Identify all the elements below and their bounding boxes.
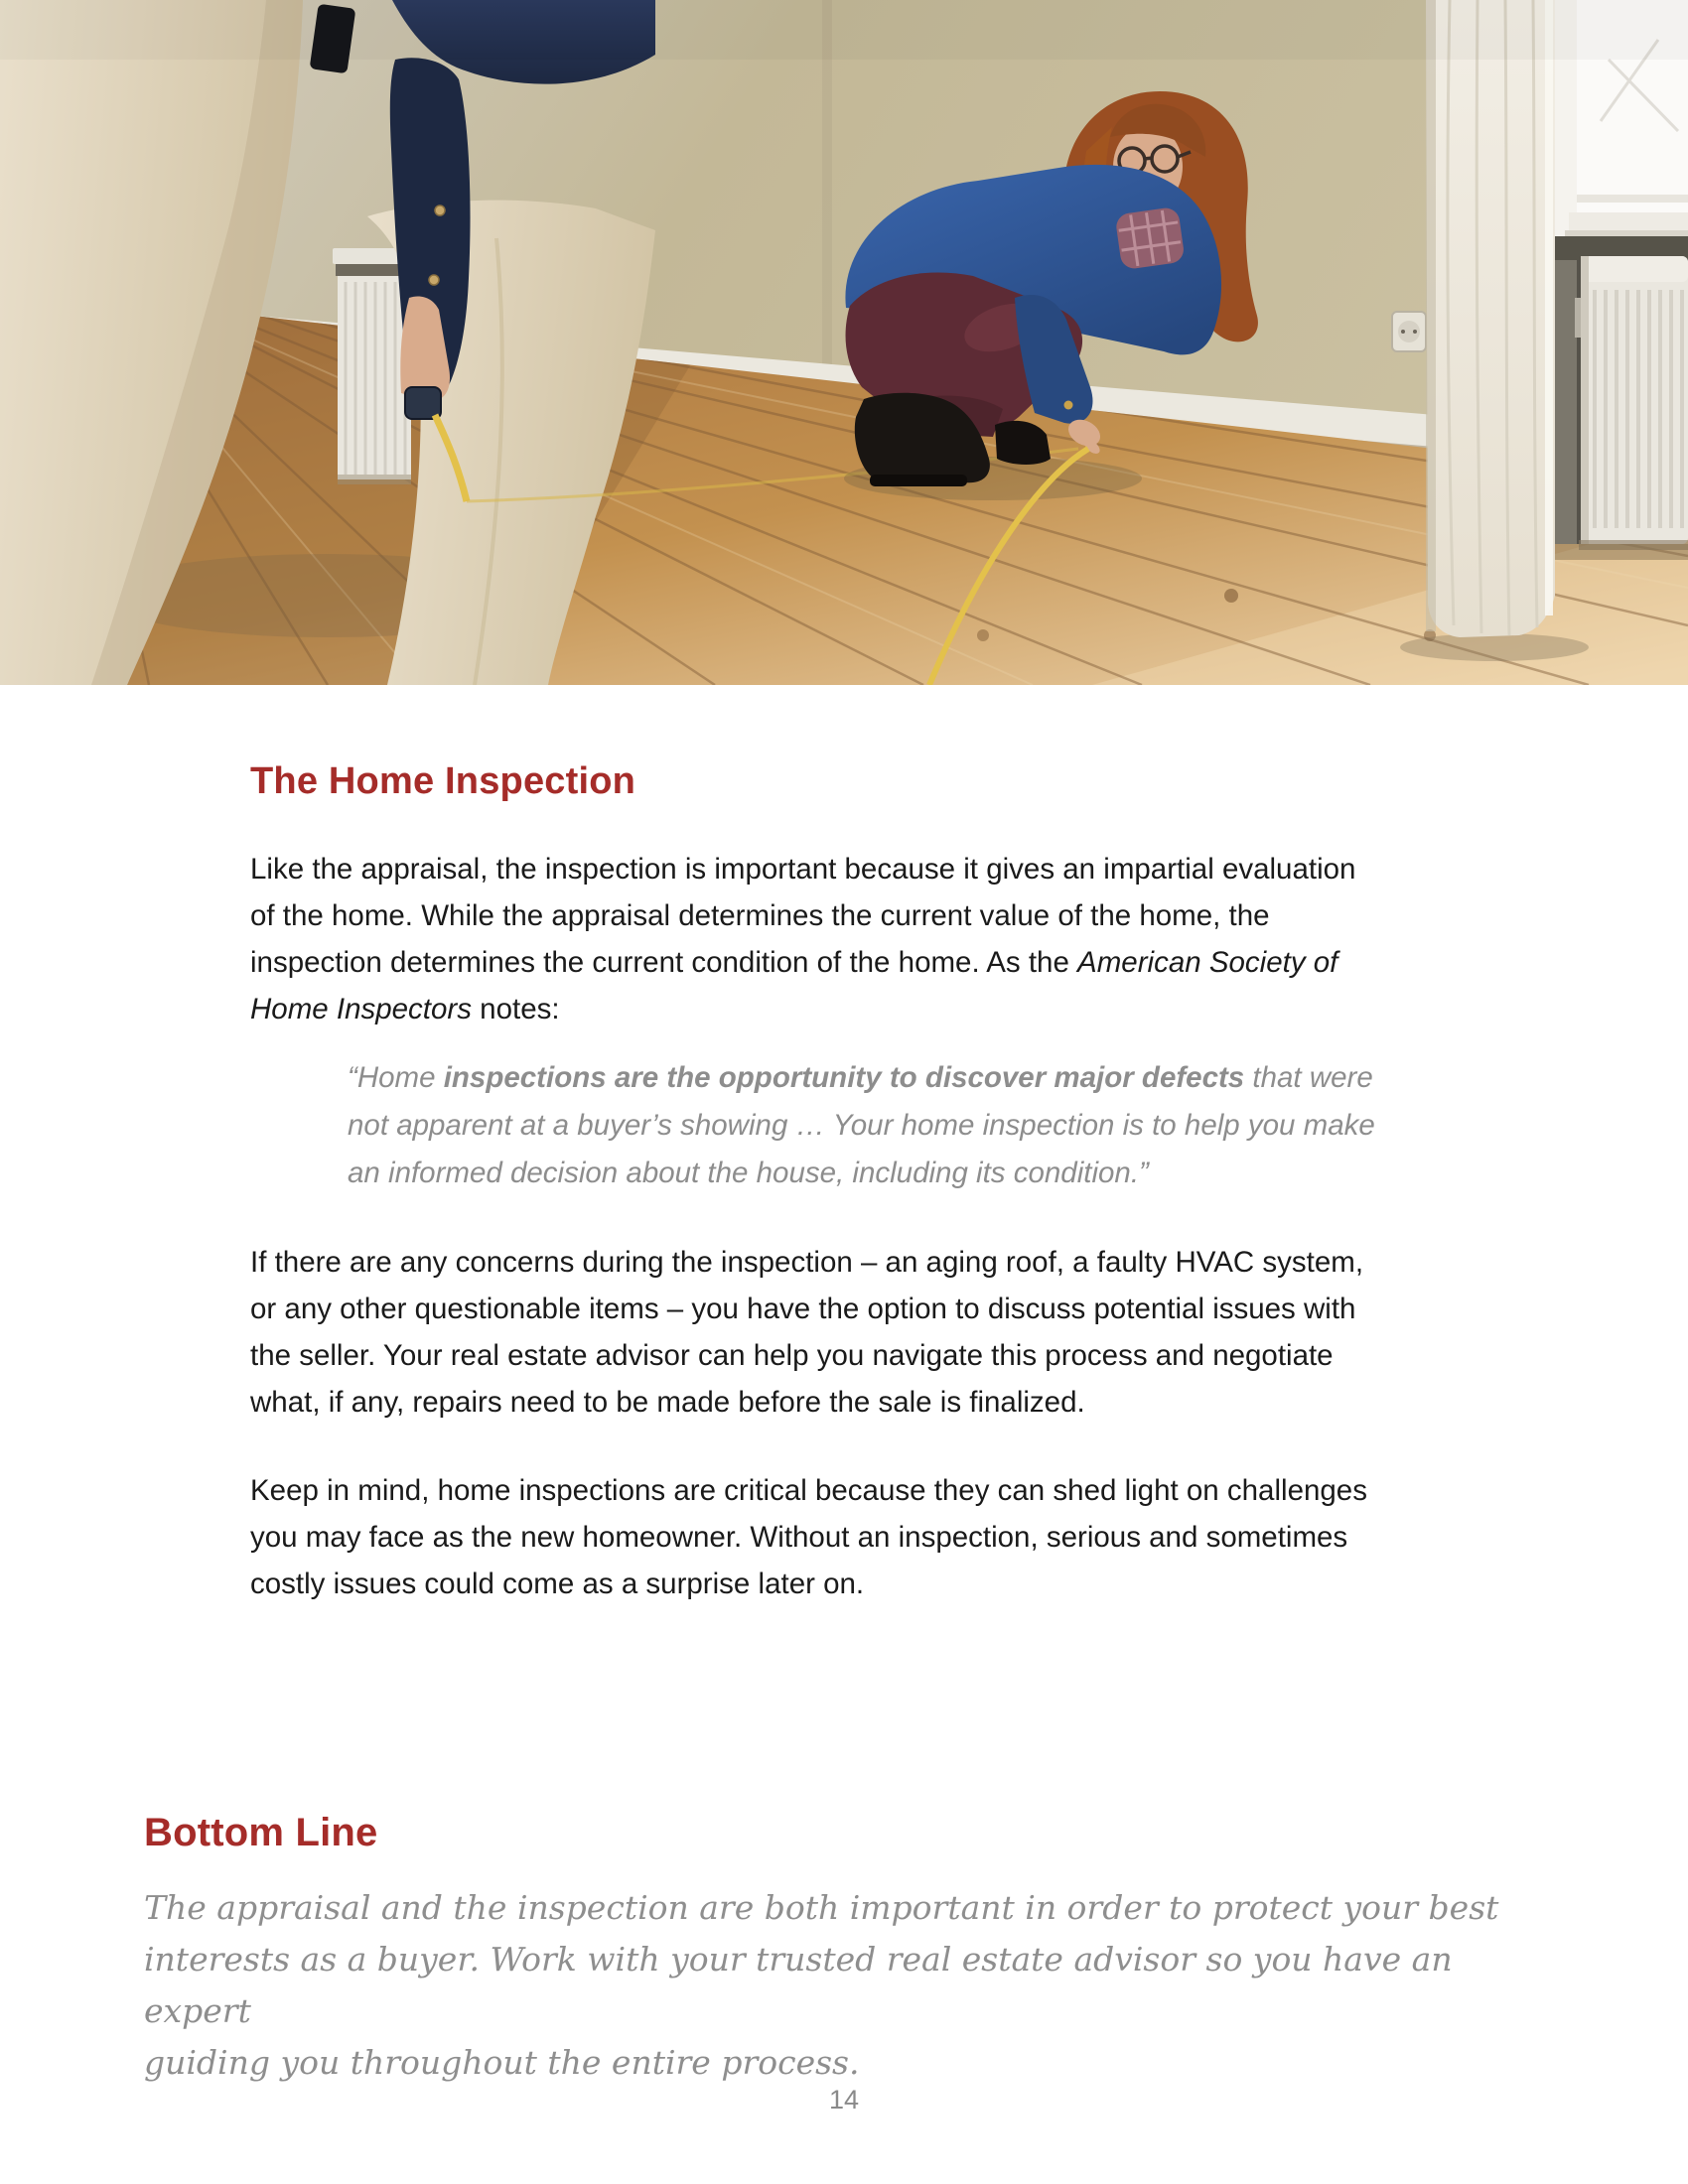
text-line bbox=[348, 1102, 1460, 1150]
text: If there are any concerns during the inspection – an aging roof, a faulty HVAC system, bbox=[250, 1246, 1364, 1279]
page-number: 14 bbox=[828, 2085, 860, 2115]
text: “Home bbox=[348, 1061, 444, 1094]
text-line bbox=[144, 1934, 1534, 2037]
text: interests as a buyer. Work with your trusted real estate advisor so you have an expert bbox=[144, 1940, 1453, 2030]
text-line bbox=[250, 1286, 1481, 1332]
pull-quote-ashi bbox=[348, 1054, 1460, 1197]
text: the seller. Your real estate advisor can help you navigate this process and negotiate bbox=[250, 1339, 1334, 1372]
section-heading-bottom-line: Bottom Line bbox=[144, 1811, 378, 1854]
text: you may face as the new homeowner. Without an inspection, serious and sometimes bbox=[250, 1521, 1348, 1554]
section-heading-home-inspection: The Home Inspection bbox=[250, 760, 636, 802]
text-line bbox=[144, 1882, 1534, 1934]
text: not apparent at a buyer’s showing … Your home inspection is to help you make bbox=[348, 1109, 1375, 1142]
text-line bbox=[250, 1561, 1481, 1607]
text-line bbox=[250, 1467, 1481, 1514]
text-line bbox=[250, 846, 1481, 892]
hero-photo bbox=[0, 0, 1688, 685]
text-line bbox=[250, 1239, 1481, 1286]
power-outlet-right bbox=[1392, 312, 1426, 351]
text-line bbox=[348, 1054, 1460, 1102]
paragraph-appraisal-vs-inspection bbox=[250, 846, 1481, 1032]
text-bold: inspections are the opportunity to discover major defects bbox=[443, 1061, 1245, 1094]
text-line bbox=[250, 1514, 1481, 1561]
text: Like the appraisal, the inspection is important because it gives an impartial evaluation bbox=[250, 853, 1356, 886]
text: inspection determines the current condition of the home. As the bbox=[250, 946, 1078, 979]
text: The appraisal and the inspection are both important in order to protect your best bbox=[144, 1888, 1499, 1927]
text: that were bbox=[1244, 1061, 1373, 1094]
text: what, if any, repairs need to be made before the sale is finalized. bbox=[250, 1386, 1085, 1419]
text-line bbox=[250, 892, 1481, 939]
text-line bbox=[250, 1332, 1481, 1379]
right-radiator bbox=[1555, 256, 1688, 560]
tape-measure-case bbox=[405, 387, 441, 419]
text: Keep in mind, home inspections are critical because they can shed light on challenges bbox=[250, 1474, 1367, 1507]
text-italic: American Society of bbox=[1077, 946, 1338, 979]
text: or any other questionable items – you have the option to discuss potential issues with bbox=[250, 1293, 1356, 1325]
text: an informed decision about the house, including its condition.” bbox=[348, 1157, 1149, 1189]
text-line bbox=[250, 986, 1481, 1032]
text-line bbox=[348, 1150, 1460, 1197]
vignette bbox=[0, 0, 1688, 60]
text-line bbox=[250, 1379, 1481, 1426]
text-line bbox=[250, 939, 1481, 986]
paragraph-keep-in-mind bbox=[250, 1467, 1481, 1607]
text-line bbox=[144, 2037, 1534, 2089]
bottom-line-summary bbox=[144, 1882, 1534, 2089]
text: costly issues could come as a surprise later on. bbox=[250, 1568, 865, 1600]
text: of the home. While the appraisal determines the current value of the home, the bbox=[250, 899, 1270, 932]
text-italic: Home Inspectors bbox=[250, 993, 472, 1025]
scarf bbox=[1115, 206, 1186, 270]
paragraph-concerns bbox=[250, 1239, 1481, 1426]
text: guiding you throughout the entire process. bbox=[144, 2043, 860, 2082]
text: notes: bbox=[471, 993, 560, 1025]
